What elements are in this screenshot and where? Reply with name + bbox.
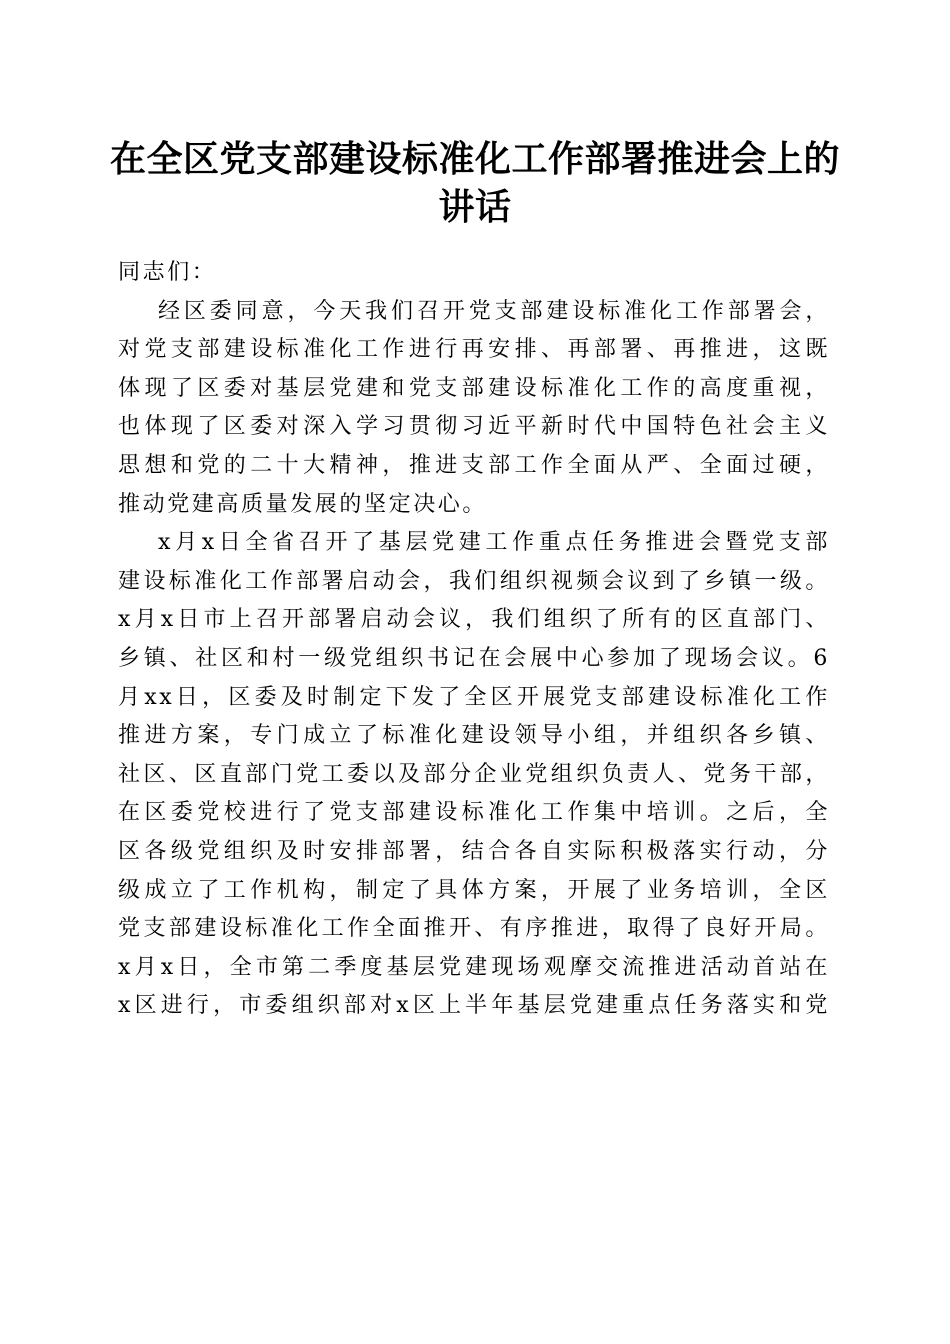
salutation: 同志们：	[118, 260, 217, 285]
paragraph-1	[118, 293, 830, 525]
paragraph-line: 思想和党的二十大精神，推进支部工作全面从严、全面过硬，	[118, 452, 830, 478]
paragraph-2	[118, 524, 830, 1026]
paragraph-line: x月x日全省召开了基层党建工作重点任务推进会暨党支部	[158, 530, 830, 556]
title-line-1: 在全区党支部建设标准化工作部署推进会上的	[109, 139, 840, 180]
paragraph-line: 级成立了工作机构，制定了具体方案，开展了业务培训，全区	[118, 877, 830, 903]
paragraph-line: x区进行，市委组织部对x区上半年基层党建重点任务落实和党	[118, 993, 830, 1019]
paragraph-line: 乡镇、社区和村一级党组织书记在会展中心参加了现场会议。6	[118, 645, 830, 671]
document-body	[118, 254, 830, 1026]
paragraph-line: 党支部建设标准化工作全面推开、有序推进，取得了良好开局。	[118, 916, 830, 942]
paragraph-line: 也体现了区委对深入学习贯彻习近平新时代中国特色社会主义	[118, 414, 830, 440]
paragraph-line: x月x日，全市第二季度基层党建现场观摩交流推进活动首站在	[118, 954, 830, 980]
title-line-2: 讲话	[438, 187, 512, 228]
paragraph-line: 推动党建高质量发展的坚定决心。	[118, 491, 488, 517]
paragraph-line: 社区、区直部门党工委以及部分企业党组织负责人、党务干部，	[118, 761, 830, 787]
document-title	[100, 136, 850, 232]
paragraph-line: 建设标准化工作部署启动会，我们组织视频会议到了乡镇一级。	[118, 568, 830, 594]
paragraph-line: 推进方案，专门成立了标准化建设领导小组，并组织各乡镇、	[118, 723, 830, 749]
paragraph-line: 经区委同意，今天我们召开党支部建设标准化工作部署会，	[158, 298, 830, 324]
paragraph-line: x月x日市上召开部署启动会议，我们组织了所有的区直部门、	[118, 607, 830, 633]
paragraph-line: 区各级党组织及时安排部署，结合各自实际积极落实行动，分	[118, 838, 830, 864]
paragraph-line: 在区委党校进行了党支部建设标准化工作集中培训。之后，全	[118, 800, 830, 826]
paragraph-line: 体现了区委对基层党建和党支部建设标准化工作的高度重视，	[118, 375, 830, 401]
paragraph-line: 对党支部建设标准化工作进行再安排、再部署、再推进，这既	[118, 337, 830, 363]
paragraph-line: 月xx日，区委及时制定下发了全区开展党支部建设标准化工作	[118, 684, 830, 710]
